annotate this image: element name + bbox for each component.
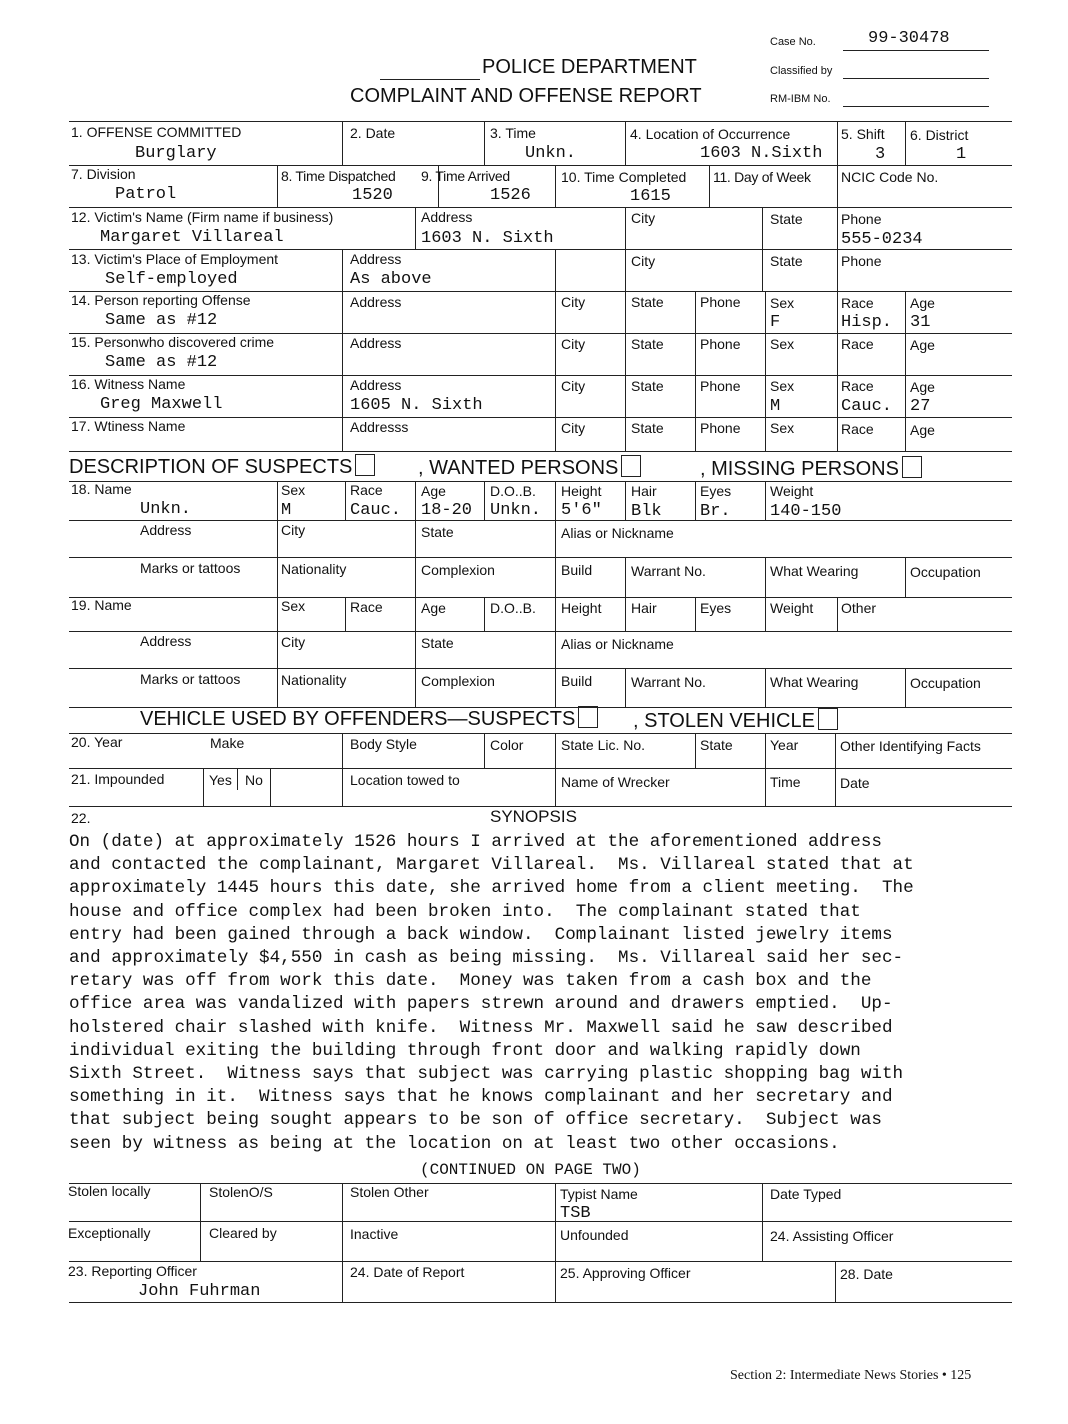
- continued-note: (CONTINUED ON PAGE TWO): [420, 1161, 641, 1179]
- reporting-age-label: Age: [910, 295, 935, 311]
- offense-committed-value: Burglary: [135, 144, 217, 163]
- s19-weight-label: Weight: [770, 600, 814, 616]
- time-arrived-label: 9. Time Arrived: [421, 168, 510, 184]
- s19-nationality-label: Nationality: [281, 672, 347, 688]
- synopsis-line: house and office complex had been broken into. The complainant stated that: [69, 901, 861, 922]
- date-label: 2. Date: [350, 125, 396, 141]
- impound-date-label: Date: [840, 775, 870, 791]
- inactive-label: Inactive: [350, 1226, 399, 1242]
- impounded-no[interactable]: No: [245, 772, 263, 788]
- case-no-label: Case No.: [770, 36, 816, 48]
- witness-race-value: Cauc.: [841, 397, 893, 416]
- victim-address-label: Address: [421, 209, 473, 225]
- witness-race-label: Race: [841, 378, 874, 394]
- reporting-officer-value: John Fuhrman: [138, 1282, 261, 1301]
- employment-address-value: As above: [350, 270, 432, 289]
- vehicle-year-label: 20. Year: [71, 734, 123, 750]
- reporting-person-label: 14. Person reporting Offense: [71, 292, 251, 308]
- witness-phone-label: Phone: [700, 378, 741, 394]
- vehicle-lic-label: State Lic. No.: [561, 737, 646, 753]
- reporting-address-label: Address: [350, 294, 402, 310]
- shift-value: 3: [875, 145, 886, 164]
- s19-city-label: City: [281, 634, 306, 650]
- discoverer-age-label: Age: [910, 337, 935, 353]
- synopsis-line: entry had been gained through a back window. Complainant listed jewelry items: [69, 924, 893, 945]
- approving-officer-label: 25. Approving Officer: [560, 1265, 691, 1281]
- witness-age-value: 27: [910, 397, 931, 416]
- employment-state-label: State: [770, 253, 803, 269]
- s18-hair-label: Hair: [631, 483, 657, 499]
- division-value: Patrol: [115, 185, 177, 204]
- witness2-address-label: Addresss: [350, 419, 409, 435]
- stolen-locally-label: Stolen locally: [68, 1183, 151, 1199]
- synopsis-line: that subject being sought appears to be son of office secretary. Subject was: [69, 1110, 882, 1131]
- wanted-title: , WANTED PERSONS: [418, 457, 619, 479]
- witness2-state-label: State: [631, 420, 664, 436]
- time-dispatched-label: 8. Time Dispatched: [281, 168, 396, 184]
- vehicle-state-label: State: [700, 737, 733, 753]
- reporting-person-value: Same as #12: [105, 311, 218, 330]
- discoverer-sex-label: Sex: [770, 336, 795, 352]
- s19-height-label: Height: [561, 600, 602, 616]
- exceptionally-label: Exceptionally: [68, 1225, 151, 1241]
- discoverer-address-label: Address: [350, 335, 402, 351]
- s18-eyes-value: Br.: [700, 502, 731, 521]
- s19-wearing-label: What Wearing: [770, 674, 859, 690]
- page-title: POLICE DEPARTMENT: [482, 56, 697, 78]
- ncic-code-label: NCIC Code No.: [841, 169, 939, 185]
- shift-label: 5. Shift: [841, 126, 885, 142]
- reporting-sex-label: Sex: [770, 295, 795, 311]
- witness2-sex-label: Sex: [770, 420, 795, 436]
- missing-heading: [700, 456, 922, 481]
- victim-city-label: City: [631, 210, 656, 226]
- witness-name-value: Greg Maxwell: [100, 395, 223, 414]
- page-subtitle: COMPLAINT AND OFFENSE REPORT: [350, 85, 702, 107]
- synopsis-line: something in it. Witness says that he knows complainant and her secretary and: [69, 1087, 893, 1108]
- rm-ibm-label: RM-IBM No.: [770, 93, 831, 105]
- vehicle-body-label: Body Style: [350, 736, 417, 752]
- impounded-label: 21. Impounded: [71, 771, 165, 787]
- employment-value: Self-employed: [105, 270, 238, 289]
- s18-sex-value: M: [281, 501, 292, 520]
- time-label: 3. Time: [490, 125, 536, 141]
- s18-height-value: 5'6": [561, 501, 602, 520]
- reporting-state-label: State: [631, 294, 664, 310]
- s19-marks-label: Marks or tattoos: [140, 671, 241, 687]
- s18-nationality-label: Nationality: [281, 561, 347, 577]
- s19-sex-label: Sex: [281, 598, 306, 614]
- witness-sex-value: M: [770, 397, 781, 416]
- vehicle-suspects-checkbox[interactable]: [578, 706, 598, 728]
- vehicle-color-label: Color: [490, 737, 524, 753]
- s19-race-label: Race: [350, 599, 383, 615]
- s18-wearing-label: What Wearing: [770, 563, 859, 579]
- synopsis-line: and approximately $4,550 in cash as being missing. Ms. Villareal said her sec-: [69, 948, 904, 969]
- time-arrived-value: 1526: [490, 186, 531, 205]
- offense-committed-label: 1. OFFENSE COMMITTED: [71, 124, 242, 140]
- typist-name-label: Typist Name: [560, 1186, 638, 1202]
- victim-phone-value: 555-0234: [841, 230, 923, 249]
- victim-phone-label: Phone: [841, 211, 882, 227]
- wanted-heading: [418, 455, 641, 480]
- synopsis-line: seen by witness as being at the location on at least two other occasions.: [69, 1133, 840, 1154]
- reporting-race-value: Hisp.: [841, 313, 893, 332]
- missing-title: , MISSING PERSONS: [700, 458, 899, 480]
- s19-state-label: State: [421, 635, 454, 651]
- stolen-os-label: StolenO/S: [209, 1184, 273, 1200]
- witness-city-label: City: [561, 378, 586, 394]
- s18-build-label: Build: [561, 562, 593, 578]
- s19-hair-label: Hair: [631, 600, 657, 616]
- s18-city-label: City: [281, 522, 306, 538]
- synopsis-line: holstered chair slashed with knife. Witness Mr. Maxwell said he saw described: [69, 1017, 893, 1038]
- s19-eyes-label: Eyes: [700, 600, 732, 616]
- witness-age-label: Age: [910, 379, 935, 395]
- witness2-city-label: City: [561, 420, 586, 436]
- s18-name-value: Unkn.: [140, 500, 192, 519]
- s18-occupation-label: Occupation: [910, 564, 981, 580]
- s18-alias-label: Alias or Nickname: [561, 525, 674, 541]
- date-of-report-label: 24. Date of Report: [350, 1264, 465, 1280]
- synopsis-line: retary was off from work this date. Money was taken from a cash box and the: [69, 971, 872, 992]
- witness-sex-label: Sex: [770, 378, 795, 394]
- assisting-officer-label: 24. Assisting Officer: [770, 1228, 894, 1244]
- page-footer: Section 2: Intermediate News Stories • 125: [730, 1368, 972, 1383]
- s18-name-label: 18. Name: [71, 481, 132, 497]
- wanted-checkbox[interactable]: [621, 455, 641, 477]
- synopsis-body: [69, 831, 1019, 1156]
- discoverer-city-label: City: [561, 336, 586, 352]
- stolen-other-label: Stolen Other: [350, 1184, 429, 1200]
- s18-weight-label: Weight: [770, 483, 814, 499]
- witness2-age-label: Age: [910, 422, 935, 438]
- vehicle-title: VEHICLE USED BY OFFENDERS—SUSPECTS: [140, 708, 576, 730]
- s18-weight-value: 140-150: [770, 502, 842, 521]
- s18-eyes-label: Eyes: [700, 483, 732, 499]
- s18-address-label: Address: [140, 522, 192, 538]
- stolen-vehicle-checkbox[interactable]: [818, 708, 838, 730]
- date-typed-label: Date Typed: [770, 1186, 842, 1202]
- cleared-by-label: Cleared by: [209, 1225, 277, 1241]
- victim-name-label: 12. Victim's Name (Firm name if business): [71, 209, 334, 225]
- reporting-city-label: City: [561, 294, 586, 310]
- s18-age-label: Age: [421, 483, 446, 499]
- division-label: 7. Division: [71, 166, 136, 182]
- s19-build-label: Build: [561, 673, 593, 689]
- vehicle-heading: [140, 706, 598, 731]
- witness2-name-label: 17. Wtiness Name: [71, 418, 186, 434]
- impound-time-label: Time: [770, 774, 801, 790]
- discoverer-race-label: Race: [841, 336, 874, 352]
- s18-dob-label: D.O..B.: [490, 483, 536, 499]
- s18-complexion-label: Complexion: [421, 562, 495, 578]
- s19-warrant-label: Warrant No.: [631, 674, 706, 690]
- unfounded-label: Unfounded: [560, 1227, 629, 1243]
- towed-location-label: Location towed to: [350, 772, 460, 788]
- suspects-heading: [69, 454, 375, 479]
- suspects-title: DESCRIPTION OF SUSPECTS: [69, 456, 353, 478]
- day-of-week-label: 11. Day of Week: [713, 169, 811, 185]
- discoverer-value: Same as #12: [105, 353, 218, 372]
- district-value: 1: [956, 145, 967, 164]
- s19-address-label: Address: [140, 633, 192, 649]
- time-dispatched-value: 1520: [352, 186, 393, 205]
- reporting-phone-label: Phone: [700, 294, 741, 310]
- s19-occupation-label: Occupation: [910, 675, 981, 691]
- synopsis-line: Sixth Street. Witness says that subject was carrying plastic shopping bag with: [69, 1064, 904, 1085]
- s18-dob-value: Unkn.: [490, 501, 542, 520]
- synopsis-line: office area was vandalized with papers strewn around and drawers emptied. Up-: [69, 994, 893, 1015]
- suspects-checkbox[interactable]: [355, 454, 375, 476]
- synopsis-title: SYNOPSIS: [490, 807, 577, 826]
- s18-race-label: Race: [350, 482, 383, 498]
- s19-complexion-label: Complexion: [421, 673, 495, 689]
- victim-name-value: Margaret Villareal: [100, 228, 284, 247]
- synopsis-line: individual exiting the building through front door and walking rapidly down: [69, 1040, 861, 1061]
- s18-hair-value: Blk: [631, 502, 662, 521]
- classified-label: Classified by: [770, 65, 833, 77]
- date-28-label: 28. Date: [840, 1266, 893, 1282]
- s19-name-label: 19. Name: [71, 597, 132, 613]
- employment-phone-label: Phone: [841, 253, 882, 269]
- vehicle-year2-label: Year: [770, 737, 799, 753]
- witness-address-value: 1605 N. Sixth: [350, 396, 483, 415]
- s18-race-value: Cauc.: [350, 501, 402, 520]
- witness2-race-label: Race: [841, 421, 874, 437]
- s19-dob-label: D.O..B.: [490, 600, 536, 616]
- case-no-value: 99-30478: [868, 29, 950, 48]
- s19-age-label: Age: [421, 600, 446, 616]
- reporting-race-label: Race: [841, 295, 874, 311]
- location-label: 4. Location of Occurrence: [630, 126, 791, 142]
- employment-address-label: Address: [350, 251, 402, 267]
- employment-label: 13. Victim's Place of Employment: [71, 251, 279, 267]
- time-value: Unkn.: [525, 144, 577, 163]
- stolen-vehicle-heading: [633, 708, 838, 733]
- s18-age-value: 18-20: [421, 501, 473, 520]
- discoverer-state-label: State: [631, 336, 664, 352]
- victim-state-label: State: [770, 211, 803, 227]
- s19-other-label: Other: [841, 600, 877, 616]
- s18-warrant-label: Warrant No.: [631, 563, 706, 579]
- reporting-officer-label: 23. Reporting Officer: [68, 1263, 197, 1279]
- witness-state-label: State: [631, 378, 664, 394]
- time-completed-label: 10. Time Completed: [561, 169, 687, 185]
- discoverer-phone-label: Phone: [700, 336, 741, 352]
- stolen-vehicle-title: , STOLEN VEHICLE: [633, 710, 815, 732]
- s18-sex-label: Sex: [281, 482, 306, 498]
- discoverer-label: 15. Personwho discovered crime: [71, 334, 275, 350]
- wrecker-label: Name of Wrecker: [561, 774, 670, 790]
- reporting-sex-value: F: [770, 313, 781, 332]
- witness2-phone-label: Phone: [700, 420, 741, 436]
- vehicle-other-label: Other Identifying Facts: [840, 738, 981, 754]
- victim-address-value: 1603 N. Sixth: [421, 229, 554, 248]
- synopsis-line: approximately 1445 hours this date, she arrived home from a client meeting. The: [69, 878, 914, 899]
- s18-marks-label: Marks or tattoos: [140, 560, 241, 576]
- reporting-age-value: 31: [910, 313, 931, 332]
- district-label: 6. District: [910, 127, 969, 143]
- typist-name-value: TSB: [560, 1204, 591, 1223]
- location-value: 1603 N.Sixth: [700, 144, 823, 163]
- witness-address-label: Address: [350, 377, 402, 393]
- s18-state-label: State: [421, 524, 454, 540]
- synopsis-number: 22.: [71, 810, 91, 826]
- impounded-yes[interactable]: Yes: [209, 772, 232, 788]
- time-completed-value: 1615: [630, 187, 671, 206]
- s18-height-label: Height: [561, 483, 602, 499]
- synopsis-line: On (date) at approximately 1526 hours I arrived at the aforementioned address: [69, 832, 882, 852]
- vehicle-make-label: Make: [210, 735, 245, 751]
- employment-city-label: City: [631, 253, 656, 269]
- missing-checkbox[interactable]: [902, 456, 922, 478]
- witness-name-label: 16. Witness Name: [71, 376, 186, 392]
- synopsis-line: and contacted the complainant, Margaret Villareal. Ms. Villareal stated that at: [69, 855, 914, 876]
- s19-alias-label: Alias or Nickname: [561, 636, 674, 652]
